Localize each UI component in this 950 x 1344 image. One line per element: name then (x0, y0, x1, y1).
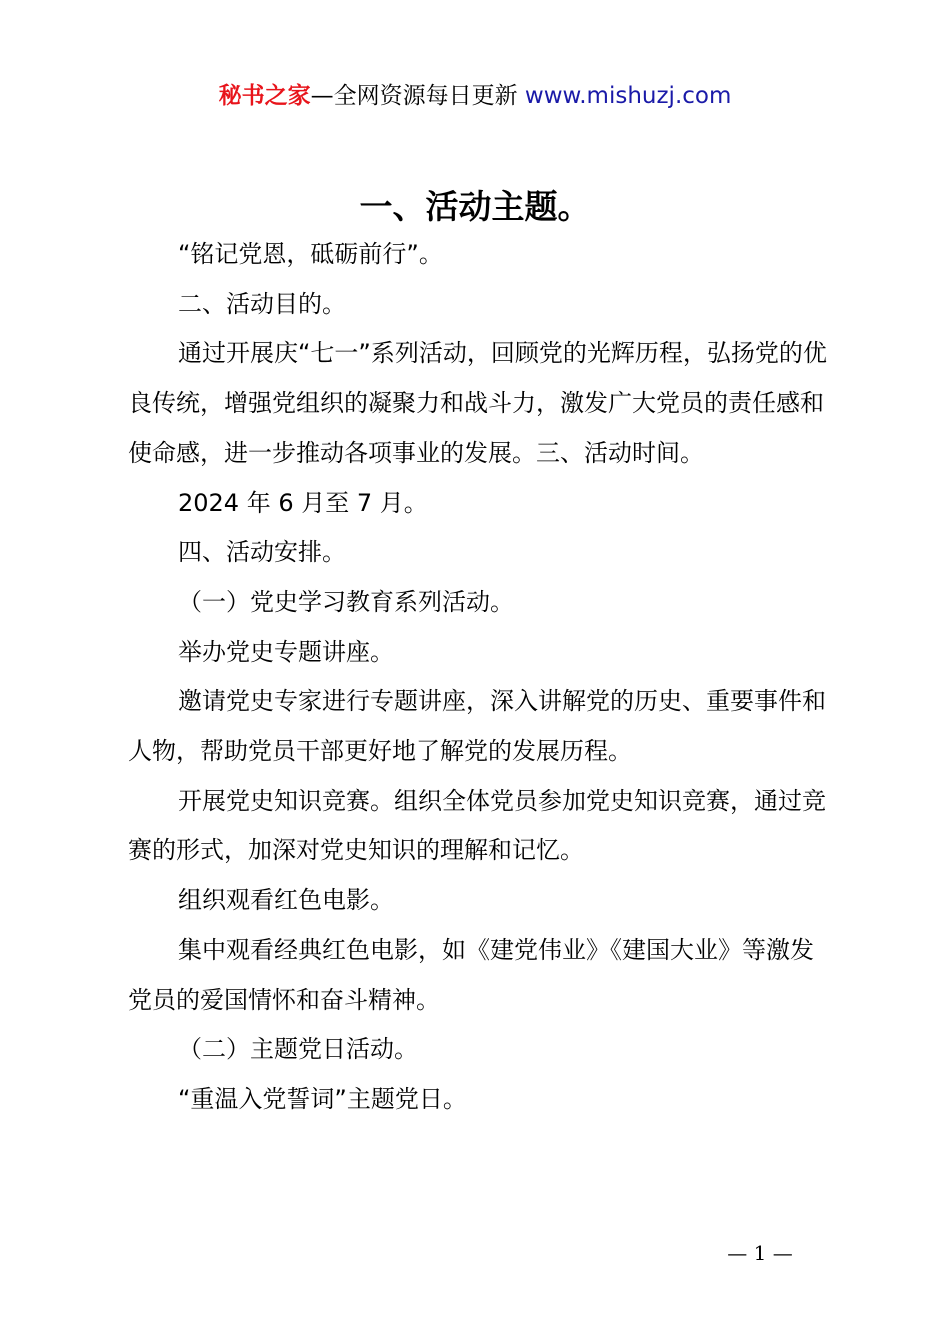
header-tagline: —全网资源每日更新 (310, 83, 518, 109)
paragraph-theme: “铭记党恩，砥砺前行”。 (178, 240, 443, 268)
brand-name: 秘书之家 (218, 83, 311, 109)
paragraph-time: 2024 年 6 月至 7 月。 (178, 488, 428, 517)
paragraph-movie: 集中观看经典红色电影，如《建党伟业》《建国大业》等激发党员的爱国情怀和奋斗精神。 (128, 935, 814, 1014)
paragraph-heading-arrangement: 四、活动安排。 (178, 538, 346, 567)
paragraph-lecture-heading: 举办党史专题讲座。 (178, 637, 394, 666)
paragraph-oath: “重温入党誓词”主题党日。 (178, 1084, 467, 1113)
document-body (128, 230, 836, 1125)
paragraph-movie-heading: 组织观看红色电影。 (178, 886, 394, 915)
paragraph-subheading-2: （二）主题党日活动。 (178, 1035, 418, 1064)
document-title: 一、活动主题。 (359, 187, 591, 226)
paragraph-lecture: 邀请党史专家进行专题讲座，深入讲解党的历史、重要事件和人物，帮助党员干部更好地了解党的发展历程。 (128, 687, 826, 766)
paragraph-subheading-1: （一）党史学习教育系列活动。 (178, 587, 514, 616)
paragraph-heading-purpose: 二、活动目的。 (178, 289, 346, 318)
site-header (0, 80, 950, 112)
page-number: — 1 — (727, 1241, 793, 1265)
site-url-link[interactable]: www.mishuzj.com (524, 83, 732, 109)
paragraph-competition: 开展党史知识竞赛。组织全体党员参加党史知识竞赛，通过竞赛的形式，加深对党史知识的理解和记忆。 (128, 786, 826, 865)
paragraph-purpose: 通过开展庆“七一”系列活动，回顾党的光辉历程，弘扬党的优良传统，增强党组织的凝聚力和战斗力，激发广大党员的责任感和使命感，进一步推动各项事业的发展。三、活动时间。 (128, 339, 827, 467)
